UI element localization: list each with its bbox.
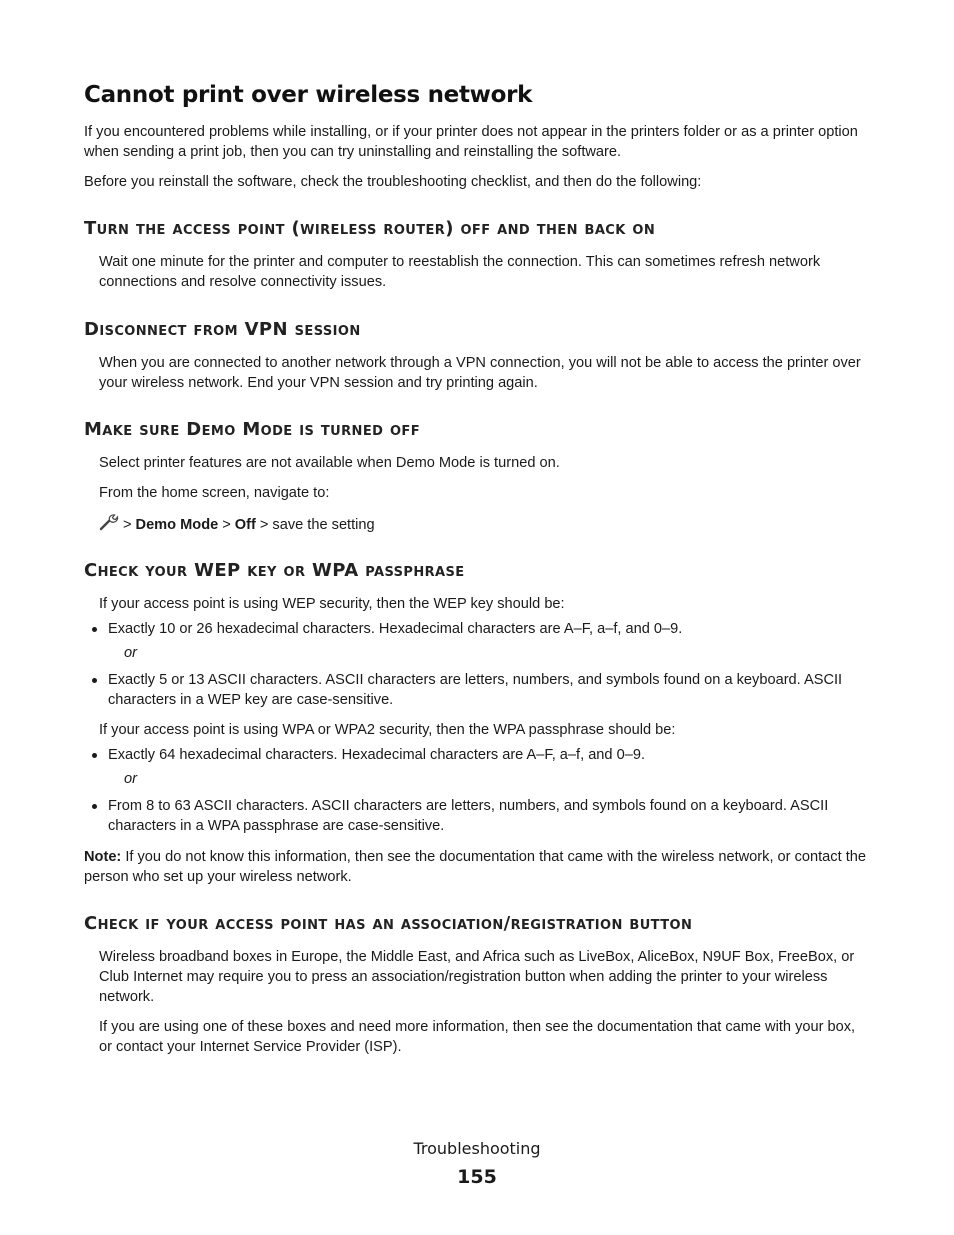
page-number: 155	[457, 1166, 497, 1188]
wpa-bullet-2: From 8 to 63 ASCII characters. ASCII characters are letters, numbers, and symbols found on a keyboard. ASCII characters in a WPA passphrase are case-sensitive.	[108, 796, 872, 836]
demo-text-1: Select printer features are not available when Demo Mode is turned on.	[99, 455, 560, 471]
wrench-icon	[99, 513, 119, 537]
vpn-text: When you are connected to another network through a VPN connection, you will not be able to access the printer over your wireless network. End your VPN session and try printing again.	[99, 355, 861, 391]
heading-access-point: Turn the access point (wireless router) off and then back on	[84, 218, 656, 239]
page-title: Cannot print over wireless network	[84, 82, 533, 108]
path-rest: > save the setting	[259, 517, 375, 533]
wep-intro: If your access point is using WEP security, then the WEP key should be:	[99, 596, 565, 612]
demo-text-2: From the home screen, navigate to:	[99, 485, 330, 501]
footer-section-name: Troubleshooting	[413, 1139, 541, 1158]
intro-paragraph-1: If you encountered problems while installing, or if your printer does not appear in the printers folder or as a printer option when sending a print job, then you can try uninstalling and reinstalling the software.	[84, 124, 858, 160]
wep-bullet-2: Exactly 5 or 13 ASCII characters. ASCII characters are letters, numbers, and symbols found on a keyboard. ASCII characters in a WEP key are case-sensitive.	[108, 670, 872, 710]
or-label-1: or	[124, 645, 137, 661]
note-label: Note:	[84, 849, 122, 865]
heading-association: Check if your access point has an association/registration button	[84, 913, 693, 934]
wpa-bullet-1: Exactly 64 hexadecimal characters. Hexadecimal characters are A–F, a–f, and 0–9.	[108, 745, 872, 765]
wep-bullet-1: Exactly 10 or 26 hexadecimal characters. Hexadecimal characters are A–F, a–f, and 0–9.	[108, 619, 872, 639]
path-demo-mode: Demo Mode	[135, 517, 219, 533]
path-separator-2: >	[222, 517, 231, 533]
access-point-text: Wait one minute for the printer and computer to reestablish the connection. This can sometimes refresh network connections and resolve connectivity issues.	[99, 254, 821, 290]
wpa-intro: If your access point is using WPA or WPA2 security, then the WPA passphrase should be:	[99, 722, 676, 738]
or-label-2: or	[124, 771, 137, 787]
association-text-1: Wireless broadband boxes in Europe, the Middle East, and Africa such as LiveBox, AliceBox, N9UF Box, FreeBox, or Club Internet may require you to press an association/registration button when adding the printer to your wireless network.	[99, 949, 855, 1005]
path-off: Off	[234, 517, 256, 533]
note-text: If you do not know this information, then see the documentation that came with the wireless network, or contact the person who set up your wireless network.	[84, 849, 866, 885]
association-text-2: If you are using one of these boxes and need more information, then see the documentation that came with your box, or contact your Internet Service Provider (ISP).	[99, 1019, 856, 1055]
intro-paragraph-2: Before you reinstall the software, check the troubleshooting checklist, and then do the following:	[84, 174, 702, 190]
heading-vpn: Disconnect from VPN session	[84, 319, 361, 340]
path-separator-1: >	[123, 517, 132, 533]
heading-demo-mode: Make sure Demo Mode is turned off	[84, 419, 420, 440]
note-paragraph	[84, 847, 872, 887]
navigation-path	[99, 513, 375, 537]
heading-wep-wpa: Check your WEP key or WPA passphrase	[84, 560, 465, 581]
